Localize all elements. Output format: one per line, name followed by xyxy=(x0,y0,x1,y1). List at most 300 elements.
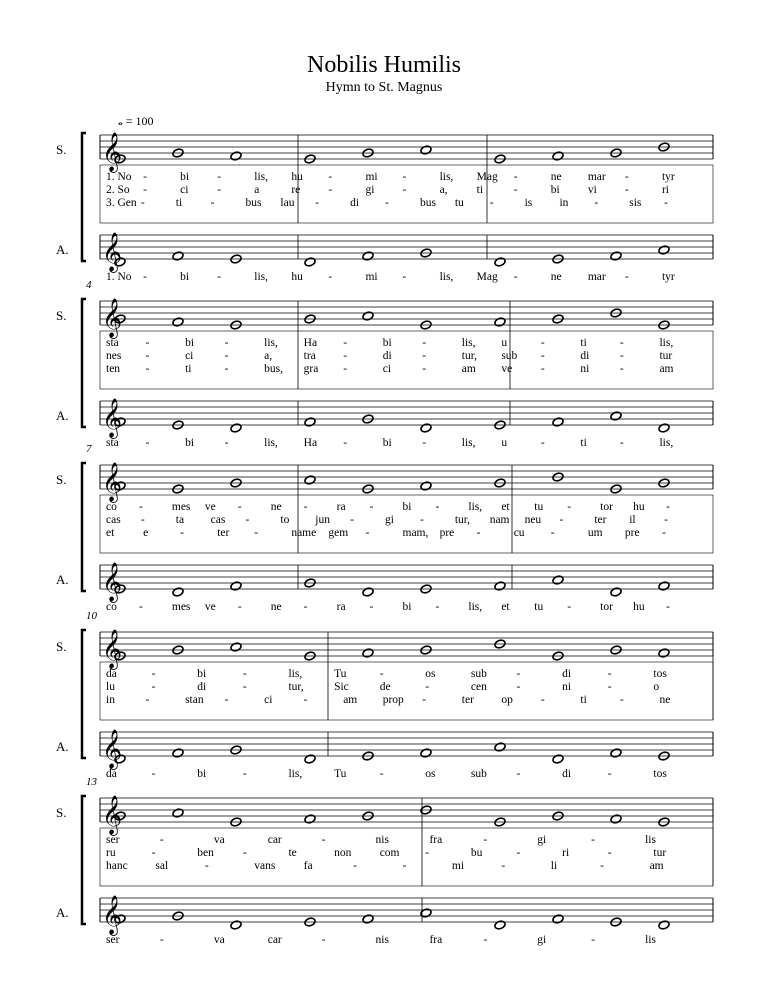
soprano-lyric-syllable: ne xyxy=(270,501,282,513)
soprano-lyric-syllable: ci xyxy=(382,363,392,375)
whole-note-icon xyxy=(552,754,564,764)
soprano-lyric-syllable: - xyxy=(422,350,427,362)
alto-lyric-syllable: - xyxy=(321,934,326,946)
soprano-lyric-syllable: - xyxy=(385,197,389,209)
soprano-lyric-syllable: tor xyxy=(600,501,613,513)
soprano-lyric-syllable: - xyxy=(513,184,518,196)
soprano-lyric-syllable: - xyxy=(204,860,209,872)
soprano-lyric-syllable: re xyxy=(291,184,301,196)
system-bracket xyxy=(82,796,86,924)
treble-clef-icon: 𝄞 xyxy=(102,462,123,502)
soprano-lyric-syllable: lis, xyxy=(461,337,476,349)
soprano-lyric-syllable: name xyxy=(291,527,317,539)
soprano-lyric-syllable: tra xyxy=(303,350,316,362)
alto-lyric-syllable: lis, xyxy=(468,601,483,613)
whole-note-icon xyxy=(494,317,506,327)
treble-clef-icon: 𝄞 xyxy=(102,895,123,935)
soprano-lyric-syllable: bi xyxy=(197,668,207,680)
soprano-lyric-syllable: - xyxy=(619,363,624,375)
soprano-lyric-syllable: jun xyxy=(315,514,330,526)
lyric-box xyxy=(100,165,713,223)
soprano-lyric-syllable: - xyxy=(343,337,348,349)
soprano-lyric-syllable: stan xyxy=(185,694,204,706)
alto-lyric-syllable: os xyxy=(425,768,436,780)
whole-note-icon xyxy=(420,423,432,433)
soprano-lyric-syllable: - xyxy=(140,197,145,209)
soprano-lyric-syllable: bus, xyxy=(264,363,283,375)
soprano-lyric-syllable: a xyxy=(254,184,260,196)
alto-lyric-syllable: - xyxy=(143,271,147,283)
soprano-lyric-syllable: um xyxy=(587,527,603,539)
soprano-lyric-syllable: di xyxy=(580,350,590,362)
soprano-lyric-syllable: am xyxy=(659,363,674,375)
soprano-lyric-syllable: - xyxy=(217,171,222,183)
measure-number: 4 xyxy=(86,279,92,291)
soprano-lyric-syllable: - xyxy=(303,694,308,706)
soprano-lyric-syllable: sal xyxy=(155,860,169,872)
soprano-lyric-syllable: lu xyxy=(106,681,115,693)
soprano-lyric-syllable: - xyxy=(559,514,564,526)
soprano-lyric-syllable: e xyxy=(143,527,149,539)
alto-lyric-syllable: va xyxy=(213,934,225,946)
soprano-lyric-syllable: - xyxy=(365,527,370,539)
whole-note-icon xyxy=(304,257,316,267)
soprano-lyric-syllable: va xyxy=(213,834,225,846)
alto-lyric-syllable: - xyxy=(159,934,164,946)
whole-note-icon xyxy=(362,648,374,658)
treble-clef-icon: 𝄞 xyxy=(102,629,123,669)
soprano-lyric-syllable: op xyxy=(501,694,513,706)
soprano-lyric-syllable: vi xyxy=(587,184,597,196)
soprano-lyric-syllable: - xyxy=(315,197,320,209)
voice-label-soprano: S. xyxy=(56,805,67,820)
alto-lyric-syllable: bi xyxy=(180,271,190,283)
soprano-lyric-syllable: di xyxy=(382,350,392,362)
alto-lyric-syllable: tyr xyxy=(661,271,675,283)
soprano-lyric-syllable: prop xyxy=(382,694,404,706)
soprano-lyric-syllable: tur, xyxy=(454,514,471,526)
whole-note-icon xyxy=(230,151,242,161)
soprano-lyric-syllable: ne xyxy=(659,694,671,706)
whole-note-icon xyxy=(552,417,564,427)
soprano-lyric-syllable: ter xyxy=(461,694,474,706)
alto-lyric-syllable: - xyxy=(516,768,521,780)
soprano-lyric-syllable: ti xyxy=(580,337,587,349)
alto-lyric-syllable: bi xyxy=(185,437,195,449)
alto-lyric-syllable: - xyxy=(343,437,348,449)
voice-label-soprano: S. xyxy=(56,142,67,157)
soprano-lyric-syllable: - xyxy=(237,501,242,513)
alto-lyric-syllable: - xyxy=(607,768,612,780)
whole-note-icon xyxy=(362,914,374,924)
soprano-lyric-syllable: - xyxy=(594,197,599,209)
soprano-lyric-syllable: tu xyxy=(454,197,464,209)
alto-lyric-syllable: u xyxy=(501,437,508,449)
soprano-lyric-syllable: - xyxy=(350,514,355,526)
soprano-lyric-syllable: - xyxy=(419,514,424,526)
whole-note-icon xyxy=(304,814,316,824)
soprano-lyric-syllable: pre xyxy=(624,527,640,539)
soprano-lyric-syllable: - xyxy=(353,860,357,872)
voice-label-alto: A. xyxy=(56,242,69,257)
soprano-lyric-syllable: mam, xyxy=(402,527,429,539)
soprano-lyric-syllable: - xyxy=(217,184,222,196)
treble-clef-icon: 𝄞 xyxy=(102,795,123,835)
soprano-lyric-syllable: - xyxy=(145,337,150,349)
soprano-lyric-syllable: - xyxy=(540,363,545,375)
voice-label-soprano: S. xyxy=(56,308,67,323)
soprano-lyric-syllable: - xyxy=(516,847,521,859)
soprano-lyric-syllable: - xyxy=(422,337,427,349)
soprano-lyric-syllable: - xyxy=(425,847,430,859)
whole-note-icon xyxy=(658,245,670,255)
system-bracket xyxy=(82,133,86,261)
alto-lyric-syllable: - xyxy=(138,601,143,613)
score-subtitle: Hymn to St. Magnus xyxy=(325,80,443,95)
alto-lyric-syllable: ne xyxy=(270,601,282,613)
soprano-lyric-syllable: fra xyxy=(429,834,443,846)
soprano-lyric-syllable: nes xyxy=(106,350,122,362)
alto-lyric-syllable: mar xyxy=(587,271,606,283)
measure-number: 13 xyxy=(86,776,97,788)
soprano-lyric-syllable: cu xyxy=(513,527,525,539)
whole-note-icon xyxy=(172,317,184,327)
alto-lyric-syllable: - xyxy=(591,934,596,946)
soprano-lyric-syllable: car xyxy=(267,834,282,846)
soprano-lyric-syllable: ci xyxy=(185,350,194,362)
treble-clef-icon: 𝄞 xyxy=(102,232,123,272)
whole-note-icon xyxy=(172,748,184,758)
soprano-lyric-syllable: nis xyxy=(375,834,389,846)
soprano-lyric-syllable: ne xyxy=(550,171,562,183)
whole-note-icon xyxy=(420,748,432,758)
soprano-lyric-syllable: - xyxy=(402,860,407,872)
soprano-lyric-syllable: - xyxy=(666,501,670,513)
soprano-lyric-syllable: in xyxy=(559,197,569,209)
soprano-lyric-syllable: Tu xyxy=(334,668,347,680)
soprano-lyric-syllable: 1. No xyxy=(106,171,132,183)
alto-lyric-syllable: 1. No xyxy=(106,271,132,283)
soprano-lyric-syllable: hanc xyxy=(106,860,128,872)
alto-lyric-syllable: lis, xyxy=(254,271,268,283)
soprano-lyric-syllable: - xyxy=(145,694,150,706)
treble-clef-icon: 𝄞 xyxy=(102,132,123,172)
soprano-lyric-syllable: bus xyxy=(245,197,262,209)
soprano-lyric-syllable: - xyxy=(624,171,629,183)
soprano-lyric-syllable: gi xyxy=(385,514,394,526)
whole-note-icon xyxy=(552,151,564,161)
alto-lyric-syllable: ve xyxy=(204,601,216,613)
soprano-lyric-syllable: os xyxy=(425,668,436,680)
alto-lyric-syllable: - xyxy=(483,934,488,946)
soprano-lyric-syllable: mar xyxy=(587,171,606,183)
alto-lyric-syllable: - xyxy=(402,271,407,283)
soprano-lyric-syllable: tu xyxy=(534,501,544,513)
soprano-lyric-syllable: da xyxy=(106,668,117,680)
alto-lyric-syllable: bi xyxy=(402,601,412,613)
soprano-lyric-syllable: - xyxy=(245,514,250,526)
soprano-lyric-syllable: Sic xyxy=(334,681,349,693)
soprano-lyric-syllable: bi xyxy=(382,337,392,349)
whole-note-icon xyxy=(552,575,564,585)
whole-note-icon xyxy=(658,648,670,658)
soprano-lyric-syllable: - xyxy=(567,501,572,513)
soprano-lyric-syllable: - xyxy=(607,668,612,680)
whole-note-icon xyxy=(362,311,374,321)
alto-lyric-syllable: tu xyxy=(534,601,544,613)
soprano-lyric-syllable: - xyxy=(619,337,624,349)
soprano-lyric-syllable: - xyxy=(242,681,247,693)
soprano-lyric-syllable: di xyxy=(197,681,207,693)
soprano-lyric-syllable: ti xyxy=(580,694,587,706)
soprano-lyric-syllable: ra xyxy=(336,501,346,513)
soprano-lyric-syllable: - xyxy=(540,694,545,706)
soprano-lyric-syllable: lis, xyxy=(439,171,454,183)
soprano-lyric-syllable: - xyxy=(425,681,430,693)
whole-note-icon xyxy=(494,257,506,267)
soprano-lyric-syllable: bus xyxy=(419,197,436,209)
soprano-lyric-syllable: com xyxy=(379,847,400,859)
alto-lyric-syllable: car xyxy=(267,934,282,946)
soprano-lyric-syllable: am xyxy=(461,363,476,375)
soprano-lyric-syllable: - xyxy=(501,860,506,872)
soprano-lyric-syllable: - xyxy=(151,681,156,693)
soprano-lyric-syllable: - xyxy=(435,501,440,513)
whole-note-icon xyxy=(658,423,670,433)
soprano-lyric-syllable: gi xyxy=(365,184,375,196)
soprano-lyric-syllable: - xyxy=(151,847,156,859)
alto-lyric-syllable: - xyxy=(513,271,518,283)
voice-label-soprano: S. xyxy=(56,472,67,487)
soprano-lyric-syllable: - xyxy=(540,350,545,362)
soprano-lyric-syllable: ve xyxy=(501,363,513,375)
soprano-lyric-syllable: Mag xyxy=(476,171,498,183)
soprano-lyric-syllable: lau xyxy=(280,197,295,209)
soprano-lyric-syllable: - xyxy=(138,501,143,513)
soprano-lyric-syllable: - xyxy=(224,350,229,362)
soprano-lyric-syllable: ci xyxy=(264,694,273,706)
soprano-lyric-syllable: cas xyxy=(210,514,226,526)
whole-note-icon xyxy=(658,920,670,930)
soprano-lyric-syllable: - xyxy=(422,363,427,375)
alto-lyric-syllable: - xyxy=(379,768,384,780)
soprano-lyric-syllable: bi xyxy=(550,184,560,196)
alto-lyric-syllable: tos xyxy=(653,768,667,780)
alto-lyric-syllable: gi xyxy=(537,934,547,946)
soprano-lyric-syllable: am xyxy=(649,860,664,872)
alto-lyric-syllable: Mag xyxy=(476,271,498,283)
soprano-lyric-syllable: - xyxy=(210,197,215,209)
soprano-lyric-syllable: - xyxy=(140,514,145,526)
alto-lyric-syllable: lis, xyxy=(439,271,454,283)
soprano-lyric-syllable: ru xyxy=(106,847,116,859)
soprano-lyric-syllable: is xyxy=(524,197,533,209)
alto-lyric-syllable: - xyxy=(151,768,156,780)
alto-lyric-syllable: - xyxy=(369,601,374,613)
soprano-lyric-syllable: nam xyxy=(489,514,510,526)
soprano-lyric-syllable: - xyxy=(516,668,521,680)
alto-lyric-syllable: mi xyxy=(365,271,378,283)
soprano-lyric-syllable: - xyxy=(224,694,229,706)
soprano-lyric-syllable: et xyxy=(106,527,115,539)
soprano-lyric-syllable: - xyxy=(224,337,229,349)
soprano-lyric-syllable: - xyxy=(224,363,229,375)
soprano-lyric-syllable: - xyxy=(254,527,259,539)
soprano-lyric-syllable: - xyxy=(369,501,374,513)
alto-lyric-syllable: - xyxy=(666,601,670,613)
alto-lyric-syllable: tor xyxy=(600,601,613,613)
soprano-lyric-syllable: sta xyxy=(106,337,119,349)
whole-note-icon xyxy=(610,814,622,824)
alto-lyric-syllable: di xyxy=(562,768,572,780)
soprano-lyric-syllable: non xyxy=(334,847,352,859)
soprano-lyric-syllable: - xyxy=(402,171,407,183)
alto-lyric-syllable: co xyxy=(106,601,117,613)
soprano-lyric-syllable: - xyxy=(661,527,666,539)
alto-lyric-syllable: - xyxy=(435,601,440,613)
whole-note-icon xyxy=(230,581,242,591)
alto-lyric-syllable: sub xyxy=(470,768,487,780)
soprano-lyric-syllable: to xyxy=(280,514,290,526)
soprano-lyric-syllable: cas xyxy=(106,514,121,526)
alto-lyric-syllable: - xyxy=(303,601,308,613)
treble-clef-icon: 𝄞 xyxy=(102,298,123,338)
soprano-lyric-syllable: - xyxy=(422,694,427,706)
alto-lyric-syllable: mes xyxy=(171,601,191,613)
soprano-lyric-syllable: lis, xyxy=(659,337,674,349)
soprano-lyric-syllable: 2. So xyxy=(106,184,130,196)
soprano-lyric-syllable: 3. Gen xyxy=(106,197,137,209)
soprano-lyric-syllable: ten xyxy=(106,363,121,375)
alto-lyric-syllable: - xyxy=(422,437,427,449)
whole-note-icon xyxy=(230,642,242,652)
soprano-lyric-syllable: pre xyxy=(439,527,455,539)
soprano-lyric-syllable: ter xyxy=(594,514,607,526)
alto-lyric-syllable: ne xyxy=(550,271,562,283)
whole-note-icon xyxy=(172,587,184,597)
soprano-lyric-syllable: - xyxy=(619,350,624,362)
soprano-lyric-syllable: - xyxy=(516,681,521,693)
soprano-lyric-syllable: tos xyxy=(653,668,667,680)
soprano-lyric-syllable: tur xyxy=(653,847,667,859)
whole-note-icon xyxy=(172,251,184,261)
soprano-lyric-syllable: - xyxy=(145,350,150,362)
alto-lyric-syllable: lis, xyxy=(264,437,278,449)
soprano-lyric-syllable: - xyxy=(145,363,150,375)
system-bracket xyxy=(82,630,86,758)
soprano-lyric-syllable: tur, xyxy=(461,350,477,362)
soprano-lyric-syllable: - xyxy=(343,350,348,362)
soprano-lyric-syllable: am xyxy=(343,694,358,706)
soprano-lyric-syllable: ri xyxy=(562,847,570,859)
treble-clef-icon: 𝄞 xyxy=(102,729,123,769)
alto-lyric-syllable: da xyxy=(106,768,117,780)
whole-note-icon xyxy=(494,920,506,930)
soprano-lyric-syllable: mi xyxy=(451,860,465,872)
soprano-lyric-syllable: in xyxy=(106,694,115,706)
whole-note-icon xyxy=(304,417,316,427)
soprano-lyric-syllable: Ha xyxy=(303,337,318,349)
alto-lyric-syllable: hu xyxy=(633,601,645,613)
measure-number: 10 xyxy=(86,610,97,622)
system-bracket xyxy=(82,299,86,427)
soprano-lyric-syllable: sub xyxy=(501,350,518,362)
alto-lyric-syllable: - xyxy=(624,271,629,283)
alto-lyric-syllable: lis, xyxy=(288,768,303,780)
alto-lyric-syllable: ser xyxy=(106,934,120,946)
soprano-lyric-syllable: bu xyxy=(470,847,483,859)
whole-note-icon xyxy=(362,251,374,261)
lyric-box xyxy=(100,662,713,720)
soprano-lyric-syllable: ser xyxy=(106,834,120,846)
soprano-lyric-syllable: tyr xyxy=(661,171,675,183)
whole-note-icon: 𝅝 xyxy=(118,114,123,128)
soprano-lyric-syllable: ve xyxy=(204,501,216,513)
soprano-lyric-syllable: - xyxy=(619,694,624,706)
alto-lyric-syllable: lis xyxy=(645,934,656,946)
soprano-lyric-syllable: ni xyxy=(562,681,572,693)
soprano-lyric-syllable: bi xyxy=(402,501,412,513)
soprano-lyric-syllable: - xyxy=(328,171,333,183)
soprano-lyric-syllable: gem xyxy=(328,527,349,539)
soprano-lyric-syllable: - xyxy=(607,847,612,859)
soprano-lyric-syllable: - xyxy=(402,184,407,196)
soprano-lyric-syllable: - xyxy=(159,834,164,846)
soprano-lyric-syllable: et xyxy=(501,501,510,513)
soprano-lyric-syllable: - xyxy=(151,668,156,680)
system-bracket xyxy=(82,463,86,591)
soprano-lyric-syllable: hu xyxy=(633,501,645,513)
soprano-lyric-syllable: - xyxy=(143,171,147,183)
soprano-lyric-syllable: tur, xyxy=(288,681,304,693)
soprano-lyric-syllable: tur xyxy=(659,350,673,362)
whole-note-icon xyxy=(610,748,622,758)
soprano-lyric-syllable: lis, xyxy=(288,668,303,680)
voice-label-alto: A. xyxy=(56,739,69,754)
soprano-lyric-syllable: - xyxy=(343,363,348,375)
score-title: Nobilis Humilis xyxy=(306,52,462,78)
soprano-lyric-syllable: ti xyxy=(476,184,484,196)
soprano-lyric-syllable: hu xyxy=(291,171,303,183)
soprano-lyric-syllable: bi xyxy=(185,337,195,349)
soprano-lyric-syllable: - xyxy=(242,847,247,859)
alto-lyric-syllable: - xyxy=(619,437,624,449)
whole-note-icon xyxy=(230,423,242,433)
soprano-lyric-syllable: - xyxy=(379,668,384,680)
alto-lyric-syllable: Ha xyxy=(303,437,318,449)
soprano-lyric-syllable: lis, xyxy=(468,501,483,513)
whole-note-icon xyxy=(552,914,564,924)
alto-lyric-syllable: bi xyxy=(197,768,207,780)
lyric-box xyxy=(100,828,713,886)
whole-note-icon xyxy=(172,808,184,818)
soprano-lyric-syllable: il xyxy=(629,514,636,526)
alto-lyric-syllable: - xyxy=(540,437,545,449)
alto-lyric-syllable: fra xyxy=(429,934,443,946)
soprano-lyric-syllable: - xyxy=(143,184,147,196)
soprano-lyric-syllable: - xyxy=(489,197,494,209)
alto-lyric-syllable: - xyxy=(242,768,247,780)
soprano-lyric-syllable: - xyxy=(483,834,488,846)
soprano-lyric-syllable: - xyxy=(328,184,333,196)
whole-note-icon xyxy=(420,145,432,155)
soprano-lyric-syllable: bi xyxy=(180,171,190,183)
soprano-lyric-syllable: - xyxy=(600,860,604,872)
soprano-lyric-syllable: - xyxy=(321,834,326,846)
alto-lyric-syllable: ra xyxy=(336,601,346,613)
soprano-lyric-syllable: sub xyxy=(470,668,487,680)
soprano-lyric-syllable: - xyxy=(624,184,629,196)
